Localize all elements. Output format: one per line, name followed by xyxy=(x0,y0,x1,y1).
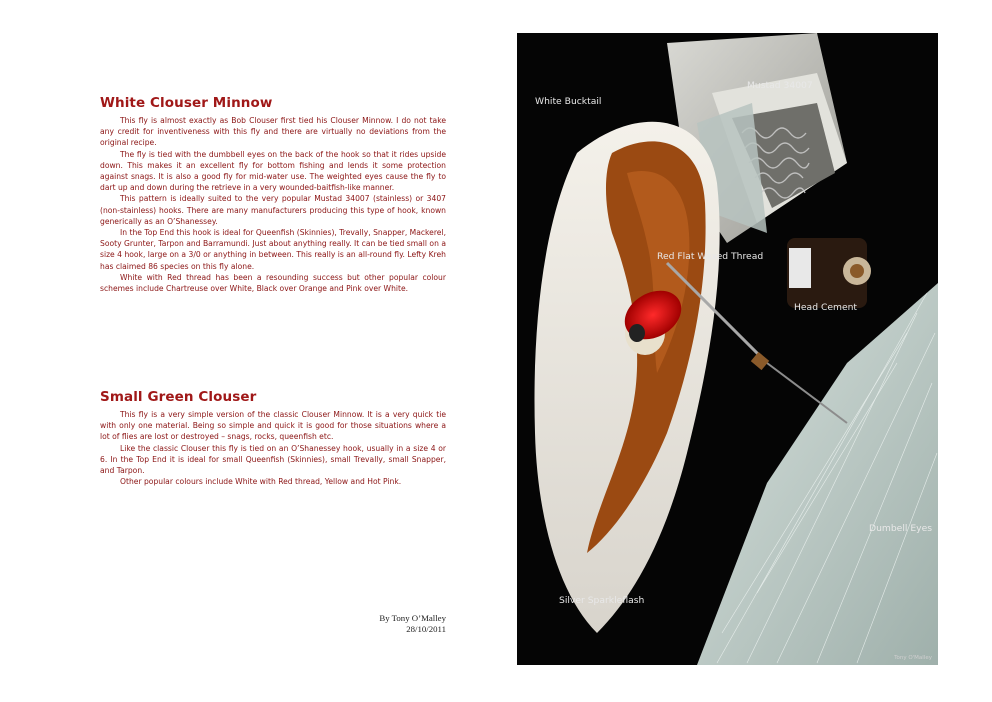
silver-sparkleflash xyxy=(697,283,938,665)
section-small-green-clouser xyxy=(100,389,446,487)
paragraph: This fly is almost exactly as Bob Clouser first tied his Clouser Minnow. I do not take any credit for inventiveness with this fly and there are virtually no deviations from the original recipe. xyxy=(100,116,446,148)
paragraph: The fly is tied with the dumbbell eyes on the back of the hook so that it rides upside down. This makes it an excellent fly for bottom fishing and lends it some protection against snags. It is also a good fly for mid-water use. The weighted eyes cause the fly to dart up and down during the retrieve in a very wounded-baitfish-like manner. xyxy=(100,149,446,193)
byline-author: By Tony O’Malley xyxy=(379,613,446,623)
fly-tying-materials-photo xyxy=(517,33,938,665)
label-dumbell-eyes: Dumbell Eyes xyxy=(869,523,933,534)
section-white-clouser-minnow xyxy=(100,95,446,294)
section-title: Small Green Clouser xyxy=(100,389,257,405)
label-thread: Red Flat Waxed Thread xyxy=(657,251,764,262)
white-bucktail xyxy=(534,122,719,633)
label-head-cement: Head Cement xyxy=(794,302,858,313)
photo-illustration xyxy=(517,33,938,665)
section-title: White Clouser Minnow xyxy=(100,95,273,111)
paragraph: This pattern is ideally suited to the very popular Mustad 34007 (stainless) or 3407 (non-stainless) hooks. There are many manufacturers producing this type of hook, known generically as an O’Shanessey. xyxy=(100,194,446,226)
paragraph: Other popular colours include White with Red thread, Yellow and Hot Pink. xyxy=(120,477,402,487)
label-white-bucktail: White Bucktail xyxy=(535,96,602,107)
paragraph: In the Top End this hook is ideal for Queenfish (Skinnies), Trevally, Snapper, Mackerel, Sooty Grunter, Tarpon and Barramundi. Just about anything really. It can be tied small on a size 4 hook, large on a 3/0 or anything in between. This really is an all-round fly. Lefty Kreh has claimed 86 species on this fly alone. xyxy=(100,228,446,271)
head-cement-bottle xyxy=(787,238,871,308)
paragraph: Like the classic Clouser this fly is tied on an O’Shanessey hook, usually in a size 4 or 6. In the Top End it is ideal for small Queenfish (Skinnies), small Trevally, small Snapper, and Tarpon. xyxy=(100,443,446,476)
label-sparkleflash: Silver Sparkleflash xyxy=(559,595,645,606)
photo-credit: Tony O'Malley xyxy=(894,655,932,661)
paragraph: White with Red thread has been a resounding success but other popular colour schemes include Chartreuse over White, Black over Orange and Pink over White. xyxy=(100,272,446,294)
label-mustad: Mustad 34007 xyxy=(747,80,813,91)
byline-date: 28/10/2011 xyxy=(406,623,446,634)
byline xyxy=(300,613,446,634)
paragraph: This fly is a very simple version of the classic Clouser Minnow. It is a very quick tie with only one material. Being so simple and quick it is good for those situations where a lot of flies are lost or destroyed – snags, rocks, queenfish etc. xyxy=(100,410,446,442)
